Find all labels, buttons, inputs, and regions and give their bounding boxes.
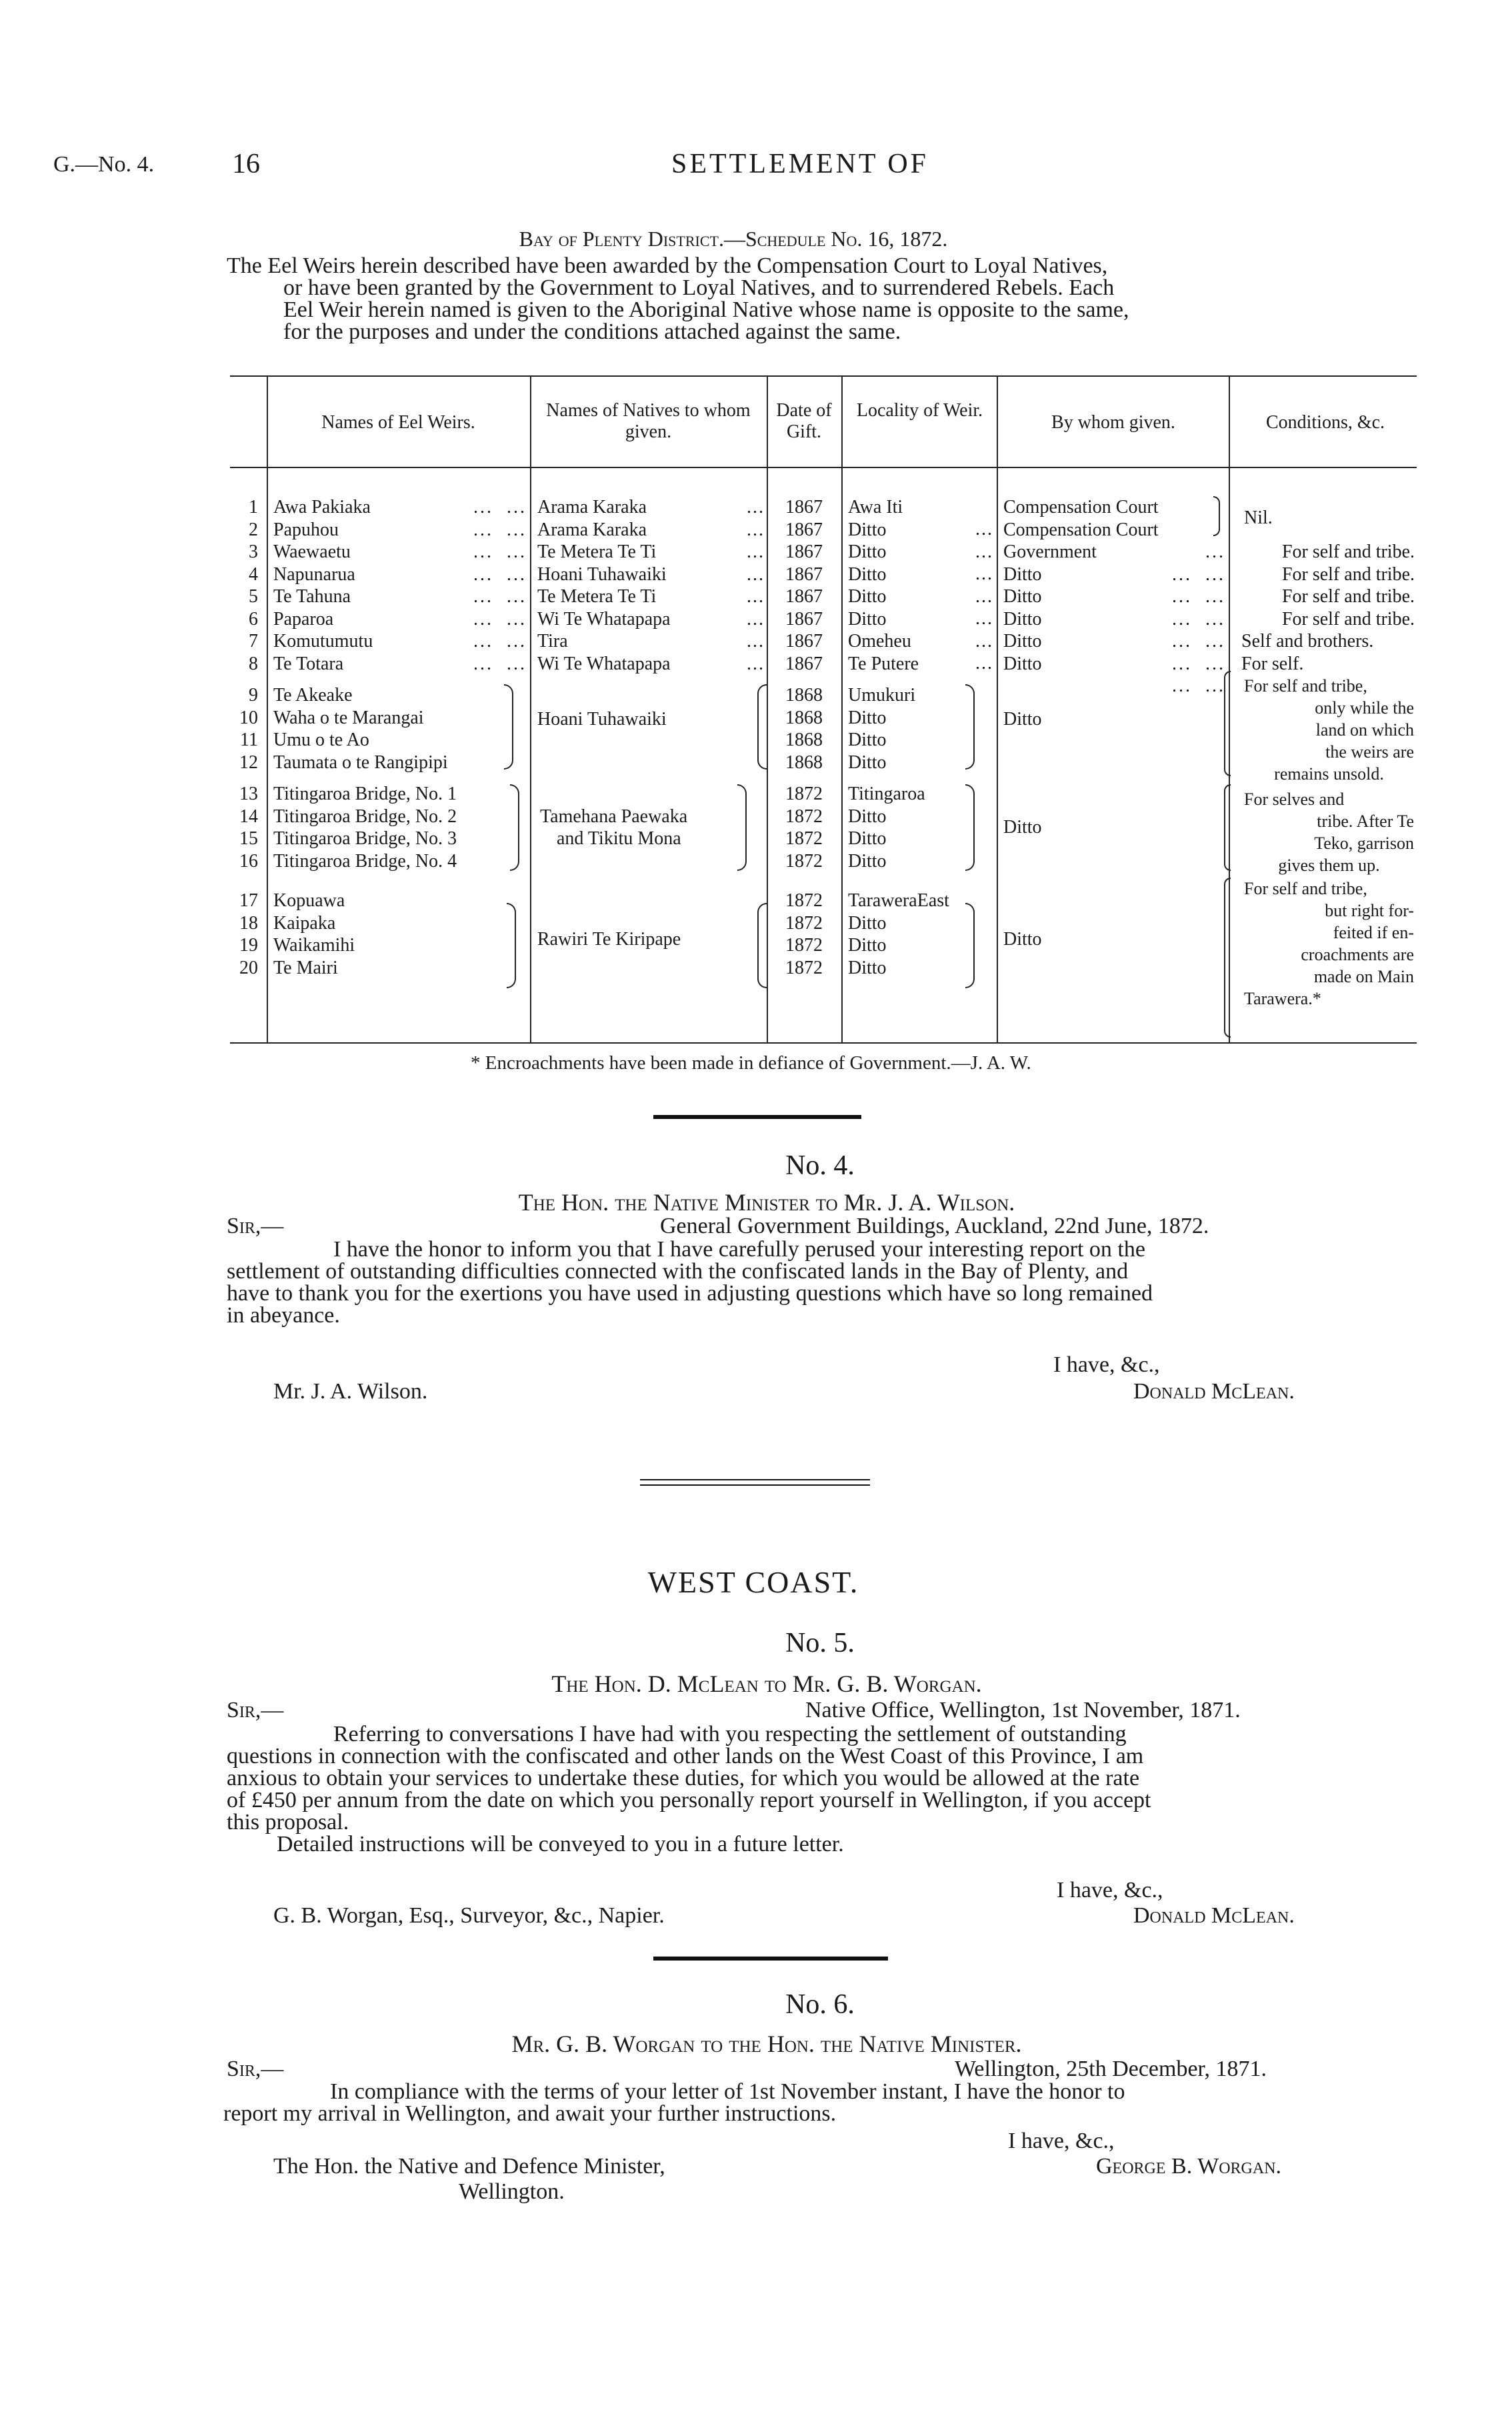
column-header: Names of Eel Weirs. [321, 412, 475, 433]
condition: For self and tribe. [1281, 563, 1415, 585]
weir-locality: Ditto [848, 912, 887, 934]
gift-date: 1867 [785, 631, 823, 652]
section-title: WEST COAST. [647, 1565, 859, 1599]
row-numbers [230, 496, 258, 979]
weir-name: Te Akeake [273, 685, 353, 706]
table-top-rule [230, 375, 1417, 377]
by-whom: Ditto [1003, 586, 1042, 607]
by-whom: Government [1003, 541, 1097, 562]
body-line: Referring to conversations I have had with you respecting the settlement of outstanding [333, 1722, 1127, 1746]
weir-name: Titingaroa Bridge, No. 1 [273, 784, 457, 804]
table-bottom-rule [230, 1042, 1417, 1044]
letter-body [227, 1723, 1427, 1855]
by-whom: Ditto [1003, 608, 1042, 630]
weir-locality: Ditto [848, 828, 887, 849]
weir-name: Waha o te Marangai [273, 707, 424, 728]
condition-line: tribe. After Te [1317, 812, 1414, 831]
condition-line: land on which [1315, 720, 1414, 740]
condition-line: only while the [1315, 698, 1414, 718]
group-brace [1224, 878, 1231, 1038]
col-divider [997, 377, 998, 1042]
gift-date: 1867 [785, 653, 823, 674]
group-brace [510, 784, 519, 871]
group-brace [1213, 496, 1220, 536]
group-brace [965, 903, 975, 988]
gift-date: 1868 [785, 685, 823, 706]
letter-number: No. 6. [785, 1989, 855, 2020]
weir-locality: Ditto [848, 608, 887, 630]
schedule-intro [227, 255, 1427, 343]
gift-date: 1867 [785, 541, 823, 562]
group-by-whom: Ditto [1003, 929, 1042, 950]
weir-name: Taumata o te Rangipipi [273, 752, 448, 773]
dot-leaders: ... ... ... ... ... ... ... [975, 519, 993, 674]
gift-date: 1872 [785, 957, 823, 978]
weir-locality: Ditto [848, 806, 887, 827]
condition-line: croachments are [1301, 945, 1414, 964]
weir-name: Papuhou [273, 519, 339, 540]
weir-locality: Ditto [848, 935, 887, 956]
document-reference: G.—No. 4. [53, 152, 155, 177]
column-header: Conditions, &c. [1265, 412, 1385, 433]
letter-closing: I have, &c., [1008, 2129, 1115, 2153]
row-number: 20 [239, 957, 258, 978]
gift-date: 1872 [785, 912, 823, 934]
dateline: General Government Buildings, Auckland, 22nd June, 1872. [660, 1214, 1209, 1238]
body-line: Detailed instructions will be conveyed to you in a future letter. [277, 1832, 844, 1857]
group-brace [1224, 784, 1231, 871]
gift-date: 1868 [785, 707, 823, 728]
condition-line: feited if en- [1333, 923, 1414, 942]
native-name: Arama Karaka [537, 519, 647, 540]
row-number: 5 [249, 586, 258, 607]
weir-name: Titingaroa Bridge, No. 3 [273, 828, 457, 849]
col-divider [267, 377, 268, 1042]
letter-title: The Hon. the Native Minister to Mr. J. A. Wilson. [518, 1189, 1015, 1216]
weir-localities [848, 496, 949, 979]
group-brace [757, 903, 767, 988]
row-number: 13 [239, 784, 258, 804]
signature: George B. Worgan. [1096, 2154, 1282, 2179]
weir-name: Te Totara [273, 653, 344, 674]
condition: For self and tribe. [1281, 541, 1415, 562]
row-number: 2 [249, 519, 258, 540]
column-header: Date of Gift. [776, 400, 832, 442]
conditions-list [1241, 541, 1415, 675]
condition-group-3 [1244, 878, 1414, 1010]
intro-line: Eel Weir herein named is given to the Aboriginal Native whose name is opposite to the same, [283, 297, 1129, 322]
column-header: Locality of Weir. [856, 400, 983, 421]
row-number: 11 [240, 730, 258, 750]
group-brace [1224, 671, 1231, 776]
weir-name: Paparoa [273, 608, 334, 630]
gift-date: 1867 [785, 563, 823, 585]
page-title: SETTLEMENT OF [671, 149, 929, 179]
dot-leaders: ... ... ... ... ... ... ... ... ... ... ... ... ... ... ... ... [473, 497, 527, 674]
by-whom: Ditto [1003, 563, 1042, 585]
by-whom: Ditto [1003, 631, 1042, 652]
group-native-name: and Tikitu Mona [557, 828, 681, 849]
weir-name: Te Mairi [273, 957, 338, 978]
row-number: 3 [249, 541, 258, 562]
body-line: questions in connection with the confiscated and other lands on the West Coast of this Province, I am [227, 1744, 1144, 1768]
weir-locality: TaraweraEast [848, 890, 949, 911]
section-rule [653, 1957, 888, 1961]
gift-date: 1872 [785, 935, 823, 956]
weir-locality: Ditto [848, 541, 887, 562]
weir-name: Te Tahuna [273, 586, 351, 607]
intro-line: or have been granted by the Government to Loyal Natives, and to surrendered Rebels. Each [283, 275, 1115, 300]
weir-name: Awa Pakiaka [273, 497, 371, 517]
weir-name: Kopuawa [273, 890, 345, 911]
condition: For self. [1241, 653, 1304, 674]
table-footnote: * Encroachments have been made in defiance of Government.—J. A. W. [471, 1052, 1031, 1074]
by-whom: Compensation Court [1003, 497, 1159, 517]
group-brace [507, 903, 516, 988]
salutation: Sir,— [227, 1698, 284, 1722]
condition-line: Tarawera.* [1244, 989, 1321, 1008]
gift-date: 1867 [785, 586, 823, 607]
weir-locality: Umukuri [848, 685, 916, 706]
signature: Donald McLean. [1133, 1379, 1295, 1404]
body-line: anxious to obtain your services to undertake these duties, for which you would be allowed at the rate [227, 1766, 1140, 1790]
row-number: 18 [239, 912, 258, 934]
row-number: 4 [249, 563, 258, 585]
body-line: report my arrival in Wellington, and await your further instructions. [223, 2101, 837, 2126]
salutation: Sir,— [227, 2057, 284, 2081]
row-number: 1 [249, 497, 258, 517]
row-number: 15 [239, 828, 258, 849]
gift-date: 1868 [785, 730, 823, 750]
row-number: 9 [249, 685, 258, 706]
condition-line: For self and tribe, [1244, 879, 1367, 898]
group-brace [965, 784, 975, 871]
body-line: settlement of outstanding difficulties connected with the confiscated lands in the Bay of Plenty, and [227, 1259, 1129, 1284]
schedule-heading: Bay of Plenty District.—Schedule No. 16, 1872. [519, 227, 948, 251]
by-whom: Ditto [1003, 653, 1042, 674]
group-brace [504, 684, 513, 770]
row-number: 17 [239, 890, 258, 911]
column-header: By whom given. [1051, 412, 1175, 433]
condition-line: the weirs are [1325, 742, 1414, 762]
table-header-rule [230, 467, 1417, 468]
condition: For self and tribe. [1281, 586, 1415, 607]
group-brace [965, 684, 975, 770]
weir-name: Waikamihi [273, 935, 355, 956]
weir-name: Waewaetu [273, 541, 351, 562]
weir-locality: Ditto [848, 752, 887, 773]
weir-name: Komutumutu [273, 631, 373, 652]
native-name: Te Metera Te Ti [537, 586, 657, 607]
row-number: 19 [239, 935, 258, 956]
addressee: Wellington. [459, 2179, 565, 2204]
weir-locality: Ditto [848, 730, 887, 750]
weir-locality: Titingaroa [848, 784, 925, 804]
weir-name: Umu o te Ao [273, 730, 369, 750]
by-whom: Compensation Court [1003, 519, 1159, 540]
addressee: Mr. J. A. Wilson. [273, 1379, 428, 1404]
weir-locality: Awa Iti [848, 497, 903, 517]
dot-leaders: ... ... ... ... ... ... ... ... [747, 497, 765, 674]
gift-date: 1867 [785, 497, 823, 517]
intro-line: The Eel Weirs herein described have been awarded by the Compensation Court to Loyal Natives, [227, 253, 1108, 278]
letter-body [227, 1238, 1427, 1326]
group-by-whom: Ditto [1003, 817, 1042, 838]
letter-body [223, 2081, 1423, 2125]
native-name: Hoani Tuhawaiki [537, 563, 667, 585]
condition-group-1 [1244, 675, 1414, 785]
letter-closing: I have, &c., [1057, 1878, 1163, 1903]
dot-leaders: ... ... ... ... ... ... ... ... ... ... ... ... ... [1172, 541, 1225, 696]
gift-dates [768, 496, 840, 979]
weir-name: Titingaroa Bridge, No. 4 [273, 850, 457, 872]
gift-date: 1867 [785, 608, 823, 630]
gift-date: 1867 [785, 519, 823, 540]
condition-group-2 [1244, 788, 1414, 876]
weir-locality: Ditto [848, 957, 887, 978]
addressee: G. B. Worgan, Esq., Surveyor, &c., Napier. [273, 1903, 665, 1928]
condition-line: made on Main [1313, 967, 1414, 986]
section-rule [640, 1484, 870, 1486]
body-line: of £450 per annum from the date on which you personally report yourself in Wellington, if you accept [227, 1788, 1151, 1812]
gift-date: 1872 [785, 784, 823, 804]
weir-locality: Ditto [848, 707, 887, 728]
group-native-name: Tamehana Paewaka [540, 806, 688, 827]
condition: Self and brothers. [1241, 631, 1374, 652]
group-brace [737, 784, 747, 871]
letter-number: No. 4. [785, 1150, 855, 1181]
letter-number: No. 5. [785, 1628, 855, 1658]
native-name: Wi Te Whatapapa [537, 608, 671, 630]
row-number: 14 [239, 806, 258, 827]
condition-line: For self and tribe, [1244, 676, 1367, 696]
native-name: Tira [537, 631, 568, 652]
intro-line: for the purposes and under the conditions attached against the same. [283, 319, 901, 344]
native-name: Arama Karaka [537, 497, 647, 517]
body-line: this proposal. [227, 1810, 349, 1835]
row-number: 10 [239, 707, 258, 728]
gift-date: 1868 [785, 752, 823, 773]
body-line: In compliance with the terms of your letter of 1st November instant, I have the honor to [330, 2079, 1125, 2104]
signature: Donald McLean. [1133, 1903, 1295, 1928]
condition-line: remains unsold. [1274, 764, 1384, 784]
row-number: 16 [239, 850, 258, 872]
salutation: Sir,— [227, 1214, 284, 1238]
page-number: 16 [232, 149, 260, 179]
condition-line: but right for- [1325, 901, 1414, 920]
weir-locality: Ditto [848, 563, 887, 585]
group-by-whom: Ditto [1003, 709, 1042, 730]
weir-locality: Ditto [848, 519, 887, 540]
body-line: in abeyance. [227, 1303, 340, 1328]
condition-line: gives them up. [1278, 856, 1380, 875]
section-rule [640, 1479, 870, 1480]
weir-locality: Ditto [848, 586, 887, 607]
row-number: 12 [239, 752, 258, 773]
native-name: Te Metera Te Ti [537, 541, 657, 562]
row-number: 7 [249, 631, 258, 652]
col-divider [530, 377, 531, 1042]
gift-date: 1872 [785, 828, 823, 849]
condition-nil: Nil. [1244, 507, 1273, 528]
condition-line: Teko, garrison [1314, 834, 1414, 853]
dateline: Native Office, Wellington, 1st November, 1871. [805, 1698, 1241, 1722]
weir-locality: Te Putere [848, 653, 919, 674]
dateline: Wellington, 25th December, 1871. [955, 2057, 1267, 2081]
weir-name: Napunarua [273, 563, 355, 585]
group-brace [757, 684, 767, 770]
weir-name: Kaipaka [273, 912, 336, 934]
group-native-name: Rawiri Te Kiripape [537, 929, 681, 950]
col-divider [841, 377, 843, 1042]
weir-locality: Omeheu [848, 631, 911, 652]
section-rule [653, 1115, 861, 1119]
gift-date: 1872 [785, 806, 823, 827]
letter-closing: I have, &c., [1053, 1352, 1160, 1377]
row-number: 8 [249, 653, 258, 674]
weir-locality: Ditto [848, 850, 887, 872]
weir-name: Titingaroa Bridge, No. 2 [273, 806, 457, 827]
gift-date: 1872 [785, 890, 823, 911]
condition: For self and tribe. [1281, 608, 1415, 630]
body-line: have to thank you for the exertions you have used in adjusting questions which have so long remained [227, 1281, 1153, 1306]
gift-date: 1872 [785, 850, 823, 872]
group-native-name: Hoani Tuhawaiki [537, 709, 667, 730]
column-header: Names of Natives to whom given. [546, 400, 751, 442]
body-line: I have the honor to inform you that I have carefully perused your interesting report on the [333, 1237, 1145, 1262]
native-name: Wi Te Whatapapa [537, 653, 671, 674]
addressee: The Hon. the Native and Defence Minister, [273, 2154, 665, 2179]
letter-title: The Hon. D. McLean to Mr. G. B. Worgan. [551, 1670, 982, 1697]
native-names [537, 496, 671, 675]
row-number: 6 [249, 608, 258, 630]
letter-title: Mr. G. B. Worgan to the Hon. the Native Minister. [511, 2031, 1022, 2057]
condition-line: For selves and [1244, 790, 1345, 809]
